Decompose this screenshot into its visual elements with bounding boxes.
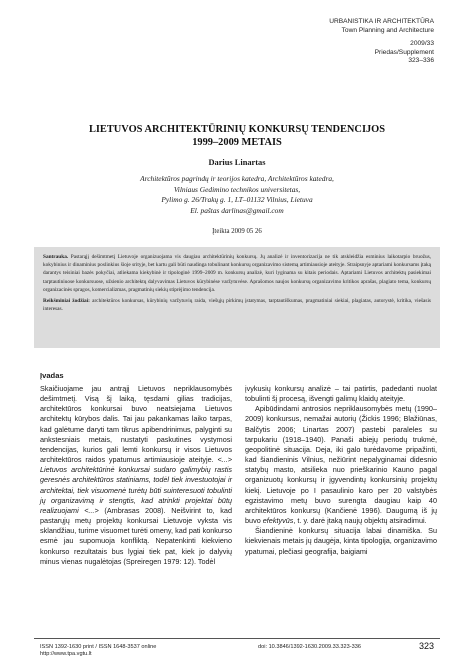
abstract-label: Santrauka.	[43, 254, 69, 260]
intro-text: Skaičiuojame jau antrąjį Lietuvos nepriklausomybės dešimtmetį. Visą šį laiką, tęsdami gilias tradicijas, architektūros konkursai buvo neatsiejama Lietuvos architektų kūrybos dalis. Tai jau pakankamas laiko tarpas, kad galėtume daryti tam tikrus apibendrinimus, palyginti su ankstesniais metais, nustatyti paskutines vystymosi tendencijas, kurios gali lemti konkursų ir visos Lietuvos architektūros raidos ypatumus artimiausioje ateityje.	[40, 384, 232, 465]
body-paragraph-3: Šiandieninė konkursų situacija labai dinamiška. Su kiekvienais metais jų daugėja, kinta tipologija, organizavimo ypatumai, plečiasi geografija, baigiami	[245, 526, 437, 556]
footer-divider	[34, 638, 440, 639]
body-paragraph-2	[245, 404, 437, 526]
body-paragraph-1: įvykusių konkursų analizė – tai patirtis, padedanti nuolat tobulinti šį procesą, išvengti galimų klaidų ateityje.	[245, 384, 437, 404]
journal-volume: 2009/33	[410, 40, 434, 48]
article-title	[40, 124, 434, 149]
emphasis-efektyvus: efektyvūs	[262, 516, 294, 526]
author-affiliation	[40, 174, 434, 216]
journal-subtitle: Town Planning and Architecture	[341, 26, 434, 34]
journal-name: URBANISTIKA IR ARCHITEKTŪRA	[329, 18, 434, 25]
footer-doi[interactable]: doi: 10.3846/1392-1630.2009.33.323-336	[258, 644, 361, 650]
footer-issn: ISSN 1392-1630 print / ISSN 1648-3537 online	[40, 644, 157, 650]
affil-line-3: Pylimo g. 26/Trakų g. 1, LT–01132 Vilnius, Lietuva	[161, 195, 313, 204]
section-title-introduction: Įvadas	[40, 371, 64, 380]
journal-supplement: Priedas/Supplement	[374, 48, 434, 56]
paragraph-2-text: Apibūdindami antrosios nepriklausomybės metų (1990–2009) konkursus, nemažai autorių (Žickis 1996; Blažiūnas, Balčytis 2006; Linartas 2007) pastebi paraleles su tarpukariu (1918–1940). Panaši abiejų periodų trukmė, geopolitinė situacija. Deja, iki galo turėdavome pripažinti, kad šiandieninis Vilnius, nežiūrint nepalyginamai didesnio statybų masto, atsilieka nuo prieškarinio Kauno pagal organizuotų konkursų ir įgyvendintų konkursinių projektų kiekį. Lietuvoje po I pasaulinio karo per 20 valstybės egzistavimo metų buvo surengta daugiau kaip 40 architektūros konkursų (Kančienė 1996). Daugumą iš jų buvo	[245, 404, 437, 526]
body-column-left	[40, 384, 232, 567]
keywords-label: Reikšminiai žodžiai:	[43, 298, 90, 305]
affil-line-1: Architektūros pagrindų ir teorijos katedra, Architektūros katedra,	[140, 174, 334, 183]
title-line-1: LIETUVOS ARCHITEKTŪRINIŲ KONKURSŲ TENDENCIJOS	[88, 124, 386, 135]
body-paragraph	[40, 384, 232, 567]
received-date: Įteikta 2009 05 26	[212, 228, 262, 235]
page-number: 323	[418, 641, 434, 651]
footer-url[interactable]: http://www.tpa.vgtu.lt	[40, 651, 92, 658]
affil-line-2: Vilniaus Gedimino technikos universitetas,	[173, 184, 301, 194]
journal-header	[329, 18, 434, 66]
intro-rest: (Ambrasas 2008). Neišvirint to, kad pastarųjų metų projektų konkursai Lietuvoje vyksta vis sklandžiau, turime visuomet turėti omeny, kad pati konkurso esmė jau supomuoja konfliktą. Nepatenkinti kiekvieno konkurso rezultatais bus lygiai tiek pat, kiek jo dalyvių minus vienas nugalėtojas (Spreiregen 1979: 12). Todėl	[40, 505, 232, 566]
body-column-right	[245, 384, 437, 557]
affil-line-4: El. paštas darlinas@gmail.com	[190, 205, 284, 215]
title-line-2: 1999–2009 METAIS	[192, 136, 282, 148]
abstract-paragraph	[43, 253, 431, 294]
intro-quote: <...> Lietuvos architektūrinė konkursai sudaro galimybių rastis geresnės architektūros statiniams, todėl tiek investuotojai ir architektai, tiek visuomenė turėtų būti suinteresuoti tobulinti jų organizavimą ir stengtis, kad atrinkti projektai būtų realizuojami <...>	[40, 455, 233, 515]
paragraph-2-end: , t. y. darė įtaką naujų objektų atsiradimui.	[293, 516, 427, 526]
author-name: Darius Linartas	[208, 158, 266, 167]
abstract-box	[34, 247, 440, 348]
keywords-text: architektūros konkursas, kūrybinių varžytuvių raida, viešųjų pirkimų įstatymas, tarptautiškumas, pragmatiniai siekiai, plagiatas, autorystė, kritika, viešasis interesas.	[43, 298, 431, 313]
keywords-paragraph	[43, 297, 431, 313]
abstract-text: Pastarąjį dešimtmetį Lietuvoje organizuojama vis daugiau architektūrinių konkursų. Jų analizė ir inventorizacija ne tik atskleidžia esminius laikotarpio bruožus, kokybinius ir dinaminius poslinkius šioje srityje, bet kartu gali būti naudinga tobulinant konkursų organizavimo sistemą artimiausioje ateityje. Straipsnyje aptariami konkursams įtaką darantys teisiniai bazės pokyčiai, atliekama kiekybinė ir tipologinė 1999–2009 m. konkursų analizė, kuri lyginama su kitais periodais. Aptariami Lietuvos architektų pasiekimai tarptautiniuose konkursuose, užsienio architektų dalyvavimas Lietuvos kūrybinėse varžytuvėse. Aprašomos naujos konkursų organizavimo kritikos aprašas, plagiato tema, konkursų organizacinės spragos, komercializmas, pragmatinių siekių stiprėjimo tendencija.	[43, 254, 431, 293]
footer-issn-block	[40, 644, 156, 659]
journal-pages: 323–336	[408, 57, 434, 65]
